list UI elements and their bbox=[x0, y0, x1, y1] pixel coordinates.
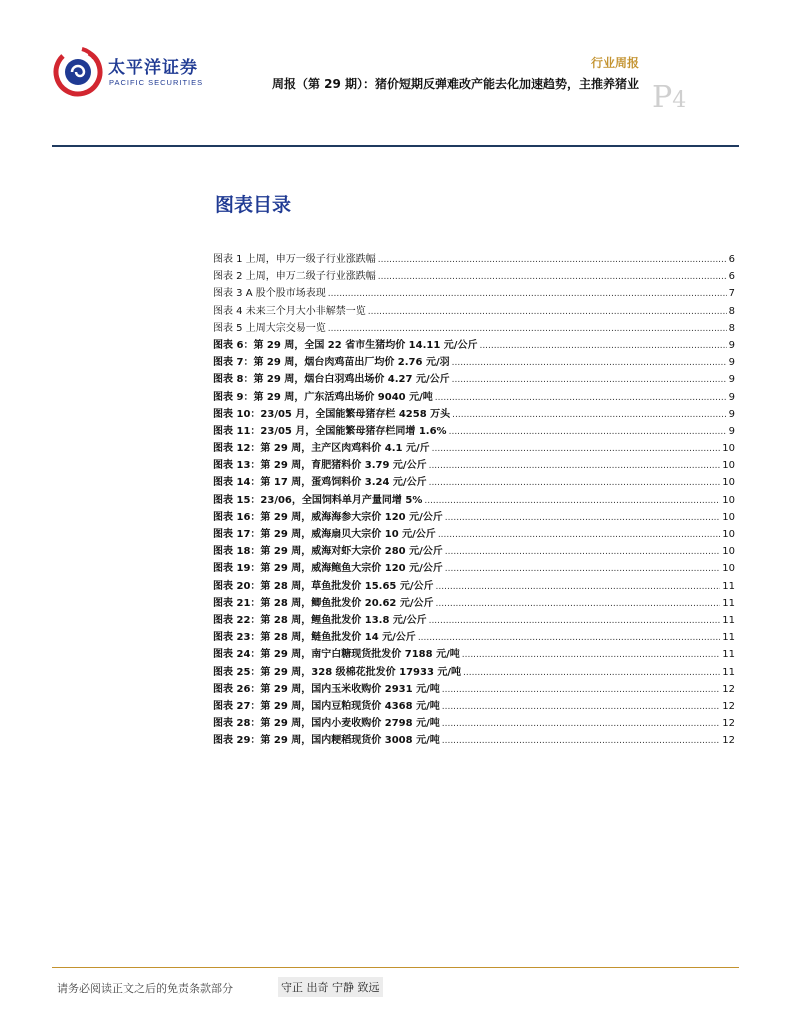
toc-entry-page: 6 bbox=[728, 271, 735, 283]
toc-entry-page: 7 bbox=[728, 288, 735, 300]
toc-entry[interactable] bbox=[213, 628, 735, 645]
toc-entry-page: 10 bbox=[722, 460, 735, 472]
toc-leader-dots bbox=[445, 564, 721, 574]
toc-entry-page: 6 bbox=[728, 254, 735, 265]
toc-entry-page: 11 bbox=[722, 580, 735, 592]
toc-entry[interactable] bbox=[213, 611, 735, 628]
toc-entry[interactable] bbox=[213, 302, 735, 319]
toc-entry-page: 9 bbox=[728, 374, 735, 386]
toc-leader-dots bbox=[445, 513, 721, 523]
toc-entry[interactable] bbox=[213, 473, 735, 490]
toc-entry-title: 图表 11：23/05 月，全国能繁母猪存栏同增 1.6% bbox=[213, 425, 447, 437]
footer-disclaimer: 请务必阅读正文之后的免责条款部分 bbox=[57, 982, 233, 995]
toc-leader-dots bbox=[442, 719, 721, 729]
toc-entry-title: 图表 29：第 29 周，国内粳稻现货价 3008 元/吨 bbox=[213, 735, 440, 747]
toc-entry[interactable] bbox=[213, 336, 735, 353]
toc-entry[interactable] bbox=[213, 405, 735, 422]
toc-entry-title: 图表 21：第 28 周，鲫鱼批发价 20.62 元/公斤 bbox=[213, 597, 434, 609]
toc-entry[interactable] bbox=[213, 645, 735, 662]
toc-entry-page: 8 bbox=[728, 322, 735, 334]
toc-leader-dots bbox=[442, 736, 721, 746]
company-name-cn: 太平洋证券 bbox=[108, 58, 198, 78]
toc-entry[interactable] bbox=[213, 250, 735, 267]
toc-leader-dots bbox=[424, 496, 720, 506]
toc-entry-page: 9 bbox=[728, 339, 735, 351]
toc-entry-title: 图表 16：第 29 周，威海海参大宗价 120 元/公斤 bbox=[213, 511, 443, 523]
toc-leader-dots bbox=[438, 530, 720, 540]
toc-entry-title: 图表 10：23/05 月，全国能繁母猪存栏 4258 万头 bbox=[213, 408, 451, 420]
toc-entry[interactable] bbox=[213, 353, 735, 370]
toc-entry-page: 12 bbox=[722, 683, 735, 695]
toc-entry[interactable] bbox=[213, 267, 735, 284]
toc-leader-dots bbox=[452, 358, 727, 368]
toc-leader-dots bbox=[442, 702, 721, 712]
toc-entry-title: 图表 6：第 29 周，全国 22 省市生猪均价 14.11 元/公斤 bbox=[213, 339, 478, 351]
toc-leader-dots bbox=[328, 324, 727, 334]
toc-entry-page: 10 bbox=[722, 546, 735, 558]
toc-entry[interactable] bbox=[213, 370, 735, 387]
toc-entry-page: 10 bbox=[722, 494, 735, 506]
toc-entry-page: 11 bbox=[722, 666, 735, 678]
report-type: 行业周报 bbox=[590, 56, 639, 70]
toc-entry[interactable] bbox=[213, 525, 735, 542]
toc-entry-title: 图表 7：第 29 周，烟台肉鸡苗出厂均价 2.76 元/羽 bbox=[213, 357, 450, 369]
toc-leader-dots bbox=[378, 272, 727, 282]
toc-leader-dots bbox=[429, 461, 721, 471]
toc-entry-title: 图表 28：第 29 周，国内小麦收购价 2798 元/吨 bbox=[213, 718, 440, 730]
toc-leader-dots bbox=[436, 599, 721, 609]
toc-entry-title: 图表 18：第 29 周，威海对虾大宗价 280 元/公斤 bbox=[213, 546, 443, 558]
footer-motto: 守正 出奇 宁静 致远 bbox=[278, 977, 383, 997]
toc-leader-dots bbox=[452, 410, 726, 420]
toc-leader-dots bbox=[462, 650, 721, 660]
toc-entry-title: 图表 27：第 29 周，国内豆粕现货价 4368 元/吨 bbox=[213, 700, 440, 712]
pacific-securities-logo-icon bbox=[52, 45, 104, 97]
toc-entry[interactable] bbox=[213, 663, 735, 680]
toc-entry[interactable] bbox=[213, 697, 735, 714]
page-letter: P bbox=[652, 80, 673, 115]
toc-entry[interactable] bbox=[213, 284, 735, 301]
toc-entry-page: 12 bbox=[722, 718, 735, 730]
toc-entry[interactable] bbox=[213, 577, 735, 594]
report-title: 周报（第 29 期）：猪价短期反弹难改产能去化加速趋势，主推养猪业 bbox=[271, 77, 639, 91]
toc-leader-dots bbox=[435, 393, 727, 403]
page-digit: 4 bbox=[672, 88, 687, 113]
toc-entry[interactable] bbox=[213, 439, 735, 456]
toc-entry-page: 12 bbox=[722, 700, 735, 712]
toc-entry-title: 图表 2 上周，申万二级子行业涨跌幅 bbox=[213, 271, 376, 283]
toc-entry[interactable] bbox=[213, 422, 735, 439]
toc-entry-page: 9 bbox=[728, 391, 735, 403]
toc-leader-dots bbox=[452, 375, 727, 385]
toc-entry-title: 图表 4 未来三个月大小非解禁一览 bbox=[213, 305, 366, 317]
toc-entry-title: 图表 25：第 29 周，328 级棉花批发价 17933 元/吨 bbox=[213, 666, 462, 678]
toc-entry-title: 图表 9：第 29 周，广东活鸡出场价 9040 元/吨 bbox=[213, 391, 433, 403]
toc-entry-title: 图表 12：第 29 周，主产区肉鸡料价 4.1 元/斤 bbox=[213, 443, 430, 455]
toc-entry[interactable] bbox=[213, 680, 735, 697]
company-name-en: PACIFIC SECURITIES bbox=[109, 78, 204, 87]
toc-entry-page: 11 bbox=[722, 649, 735, 661]
toc-leader-dots bbox=[463, 668, 720, 678]
toc-leader-dots bbox=[449, 427, 727, 437]
toc-entry[interactable] bbox=[213, 319, 735, 336]
toc-entry-page: 11 bbox=[722, 614, 735, 626]
toc-entry[interactable] bbox=[213, 508, 735, 525]
toc-entry-title: 图表 22：第 28 周，鲤鱼批发价 13.8 元/公斤 bbox=[213, 614, 427, 626]
toc-leader-dots bbox=[328, 289, 727, 299]
toc-entry-page: 10 bbox=[722, 443, 735, 455]
toc-entry[interactable] bbox=[213, 491, 735, 508]
toc-entry-title: 图表 24：第 29 周，南宁白糖现货批发价 7188 元/吨 bbox=[213, 649, 460, 661]
toc-entry-title: 图表 19：第 29 周，威海鲍鱼大宗价 120 元/公斤 bbox=[213, 563, 443, 575]
toc-entry-page: 11 bbox=[722, 632, 735, 644]
toc-entry[interactable] bbox=[213, 731, 735, 748]
toc-entry-page: 9 bbox=[728, 408, 735, 420]
toc-entry-page: 10 bbox=[722, 529, 735, 540]
toc-entry[interactable] bbox=[213, 388, 735, 405]
toc-entry-page: 10 bbox=[722, 477, 735, 489]
toc-entry-title: 图表 17：第 29 周，威海扇贝大宗价 10 元/公斤 bbox=[213, 529, 436, 540]
toc-leader-dots bbox=[442, 685, 721, 695]
toc-entry[interactable] bbox=[213, 456, 735, 473]
toc-list bbox=[213, 250, 735, 748]
toc-entry-page: 12 bbox=[722, 735, 735, 747]
toc-leader-dots bbox=[418, 633, 720, 643]
toc-entry-title: 图表 8：第 29 周，烟台白羽鸡出场价 4.27 元/公斤 bbox=[213, 374, 450, 386]
toc-entry-title: 图表 20：第 28 周，草鱼批发价 15.65 元/公斤 bbox=[213, 580, 434, 592]
toc-entry-title: 图表 15：23/06，全国饲料单月产量同增 5% bbox=[213, 494, 423, 506]
toc-entry-page: 9 bbox=[728, 425, 735, 437]
toc-entry-title: 图表 3 A 股个股市场表现 bbox=[213, 288, 326, 300]
toc-heading: 图表目录 bbox=[215, 194, 292, 216]
toc-leader-dots bbox=[429, 616, 721, 626]
toc-entry[interactable] bbox=[213, 714, 735, 731]
footer-divider bbox=[52, 967, 739, 968]
toc-leader-dots bbox=[479, 341, 726, 351]
company-logo bbox=[52, 45, 212, 100]
toc-entry[interactable] bbox=[213, 594, 735, 611]
toc-leader-dots bbox=[436, 582, 721, 592]
toc-leader-dots bbox=[378, 255, 727, 265]
toc-entry-title: 图表 23：第 28 周，鲢鱼批发价 14 元/公斤 bbox=[213, 632, 416, 644]
toc-entry-title: 图表 1 上周，申万一级子行业涨跌幅 bbox=[213, 254, 376, 265]
toc-entry[interactable] bbox=[213, 542, 735, 559]
toc-entry-page: 11 bbox=[722, 597, 735, 609]
toc-leader-dots bbox=[445, 547, 721, 557]
toc-leader-dots bbox=[368, 307, 727, 317]
toc-entry[interactable] bbox=[213, 559, 735, 576]
toc-entry-page: 8 bbox=[728, 305, 735, 317]
toc-entry-page: 10 bbox=[722, 563, 735, 575]
header-divider bbox=[52, 145, 739, 147]
toc-entry-page: 10 bbox=[722, 511, 735, 523]
page-number bbox=[652, 80, 686, 115]
toc-entry-title: 图表 14：第 17 周，蛋鸡饲料价 3.24 元/公斤 bbox=[213, 477, 427, 489]
toc-leader-dots bbox=[429, 478, 721, 488]
toc-entry-title: 图表 26：第 29 周，国内玉米收购价 2931 元/吨 bbox=[213, 683, 440, 695]
toc-entry-title: 图表 5 上周大宗交易一览 bbox=[213, 322, 326, 334]
toc-entry-title: 图表 13：第 29 周，育肥猪料价 3.79 元/公斤 bbox=[213, 460, 427, 472]
toc-entry-page: 9 bbox=[728, 357, 735, 369]
toc-leader-dots bbox=[432, 444, 721, 454]
